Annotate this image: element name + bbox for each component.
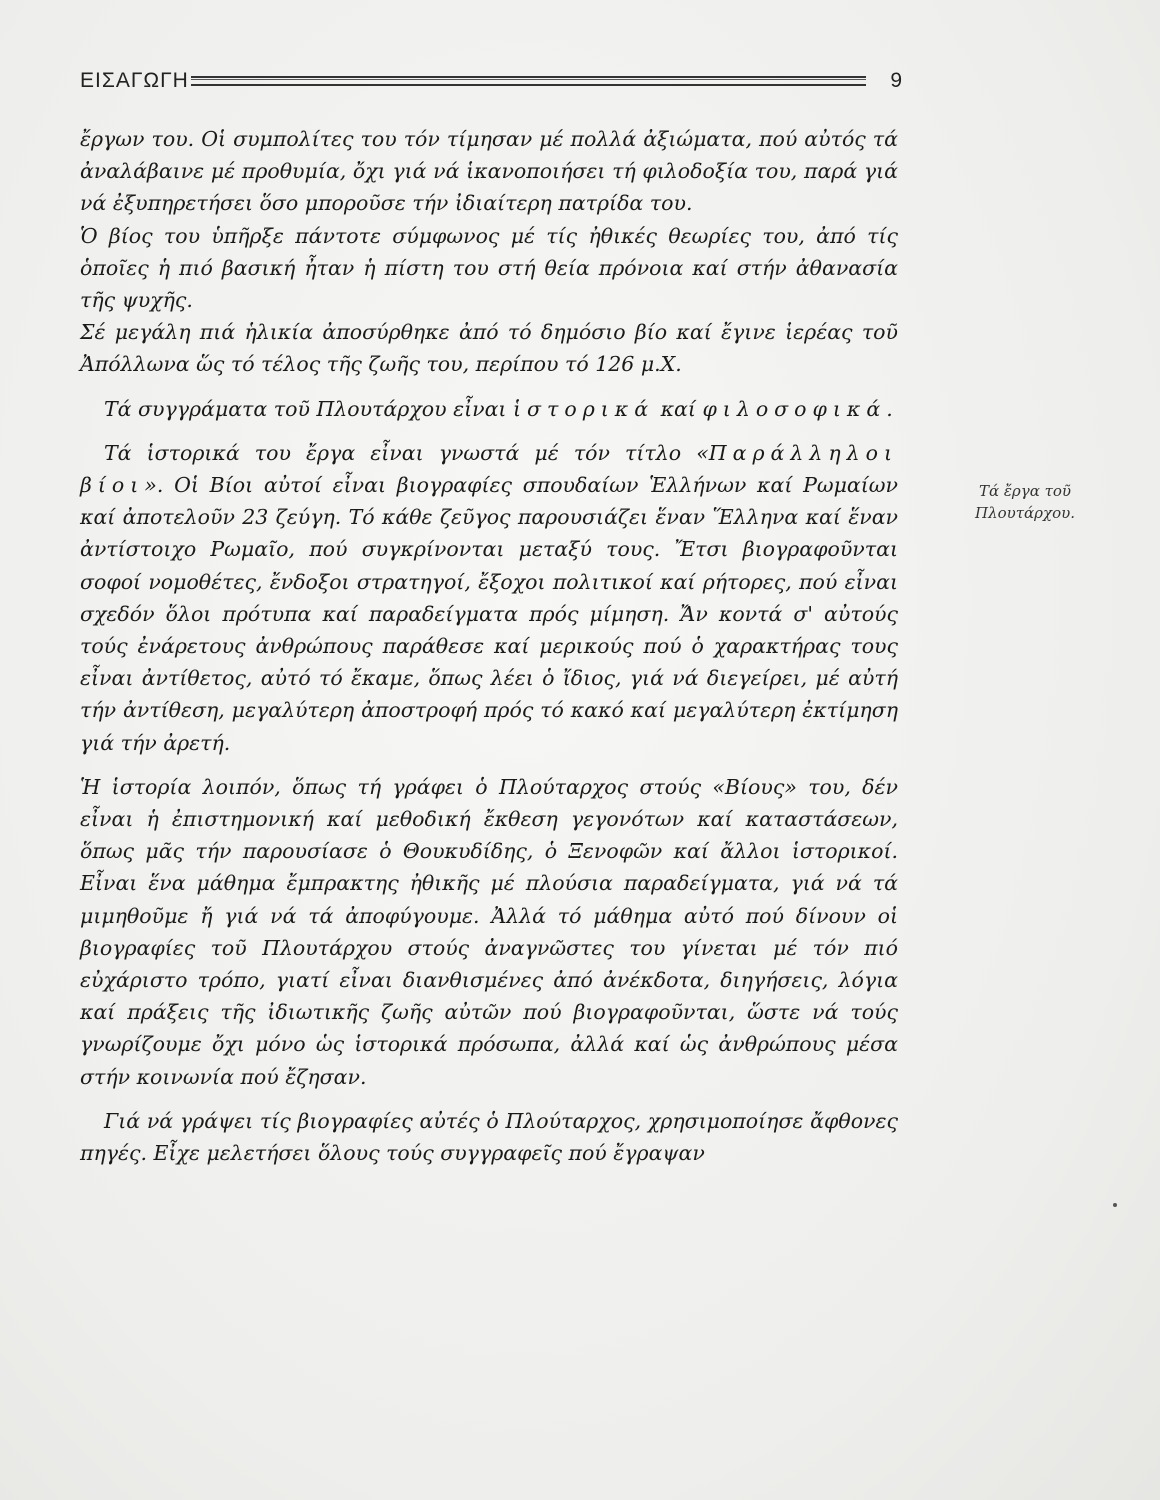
- margin-note-line-1: Τά ἔργα τοῦ: [978, 482, 1072, 500]
- paragraph-4-spaced-philosophical: φιλοσοφικά: [702, 396, 887, 421]
- paragraph-5-end: ». Οἱ Βίοι αὐτοί εἶναι βιογραφίες σπουδαίων Ἑλλήνων καί Ρωμαίων καί ἀποτελοῦν 23 ζεύγη. Τό κάθε ζεῦγος παρουσιάζει ἕναν Ἕλληνα καί ἕναν ἀντίστοιχο Ρωμαῖο, πού συγκρίνονται μεταξύ τους. Ἔτσι βιογραφοῦνται σοφοί νομοθέτες, ἔνδοξοι στρατηγοί, ἔξοχοι πολιτικοί καί ρήτορες, πού εἶναι σχεδόν ὅλοι πρότυπα καί παραδείγματα πρός μίμηση. Ἄν κοντά σ' αὐτούς τούς ἐνάρετους ἀνθρώπους παράθεσε καί μερικούς πού ὁ χαρακτήρας τους εἶναι ἀντίθετος, αὐτό τό ἔκαμε, ὅπως λέει ὁ ἴδιος, γιά νά διεγείρει, μέ αὐτή τήν ἀντίθεση, μεγαλύτερη ἀποστροφή πρός τό κακό καί μεγαλύτερη ἐκτίμηση γιά τήν ἀρετή.: [80, 473, 898, 755]
- paper-speck: [1113, 1203, 1117, 1207]
- paragraph-5: [80, 437, 898, 759]
- paragraph-7: Γιά νά γράψει τίς βιογραφίες αὐτές ὁ Πλούταρχος, χρησιμοποίησε ἄφθονες πηγές. Εἶχε μελετήσει ὅλους τούς συγγραφεῖς πού ἔγραψαν: [80, 1108, 898, 1166]
- paragraph-4-start: Τά συγγράματα τοῦ Πλουτάρχου εἶναι: [104, 396, 513, 421]
- paragraph-5-start: Τά ἱστορικά του ἔργα εἶναι γνωστά μέ τόν τίτλο «: [104, 440, 709, 465]
- body-text: [80, 123, 898, 1169]
- paragraph-3: Σέ μεγάλη πιά ἡλικία ἀποσύρθηκε ἀπό τό δημόσιο βίο καί ἔγινε ἱερέας τοῦ Ἀπόλλωνα ὥς τό τέλος τῆς ζωῆς του, περίπου τό 126 μ.Χ.: [80, 320, 898, 377]
- paragraph-4: [80, 393, 898, 425]
- header-rule: [191, 76, 866, 86]
- running-header: [80, 66, 902, 96]
- paragraph-4-mid: καί: [654, 396, 703, 421]
- paragraph-2: Ὁ βίος του ὑπῆρξε πάντοτε σύμφωνος μέ τίς ἠθικές θεωρίες του, ἀπό τίς ὁποῖες ἡ πιό βασική ἦταν ἡ πίστη του στή θεία πρόνοια καί στήν ἀθανασία τῆς ψυχῆς.: [80, 223, 898, 313]
- paragraph-4-spaced-historical: ἱστορικά: [512, 396, 655, 421]
- paragraph-5-spaced-title: Παράλληλοι βίοι: [80, 440, 898, 498]
- paragraph-6: Ἡ ἱστορία λοιπόν, ὅπως τή γράφει ὁ Πλούταρχος στούς «Βίους» του, δέν εἶναι ἡ ἐπιστημονική καί μεθοδική ἔκθεση γεγονότων καί καταστάσεων, ὅπως μᾶς τήν παρουσίασε ὁ Θουκυδίδης, ὁ Ξενοφῶν καί ἄλλοι ἱστορικοί. Εἶναι ἕνα μάθημα ἔμπρακτης ἠθικῆς μέ πλούσια παραδείγματα, γιά νά τά μιμηθοῦμε ἤ γιά νά τά ἀποφύγουμε. Ἀλλά τό μάθημα αὐτό πού δίνουν οἱ βιογραφίες τοῦ Πλουτάρχου στούς ἀναγνῶστες του γίνεται μέ τόν πιό εὐχάριστο τρόπο, γιατί εἶναι διανθισμένες ἀπό ἀνέκδοτα, διηγήσεις, λόγια καί πράξεις τῆς ἰδιωτικῆς ζωῆς αὐτῶν πού βιογραφοῦνται, ὥστε νά τούς γνωρίζουμε ὄχι μόνο ὡς ἱστορικά πρόσωπα, ἀλλά καί ὡς ἀνθρώπους μέσα στήν κοινωνία πού ἔζησαν.: [80, 774, 898, 1089]
- paragraph-1: ἔργων του. Οἱ συμπολίτες του τόν τίμησαν μέ πολλά ἀξιώματα, πού αὐτός τά ἀναλάβαινε μέ προθυμία, ὄχι γιά νά ἱκανοποιήσει τή φιλοδοξία του, παρά γιά νά ἐξυπηρετήσει ὅσο μποροῦσε τήν ἰδιαίτερη πατρίδα του.: [80, 127, 898, 216]
- header-title: ΕΙΣΑΓΩΓΗ: [80, 69, 189, 92]
- page-number: 9: [890, 69, 902, 92]
- margin-note: [955, 480, 1095, 524]
- margin-note-line-2: Πλουτάρχου.: [975, 504, 1075, 522]
- paragraph-4-end: .: [886, 396, 893, 421]
